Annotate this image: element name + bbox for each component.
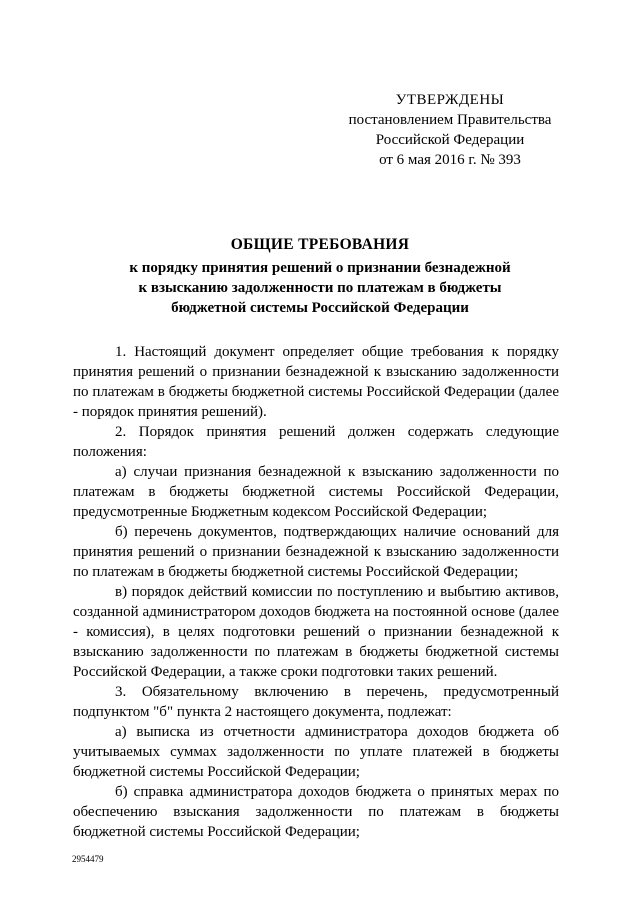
paragraph-3a: а) выписка из отчетности администратора доходов бюджета об учитываемых суммах задолженности по уплате платежей в бюджеты бюджетной системы Российской Федерации; bbox=[73, 724, 559, 780]
document-title: ОБЩИЕ ТРЕБОВАНИЯ bbox=[230, 236, 410, 253]
document-subtitle-line-3: бюджетной системы Российской Федерации bbox=[171, 300, 469, 316]
approval-stamp bbox=[335, 90, 565, 170]
approval-line-3: Российской Федерации bbox=[375, 132, 525, 148]
document-code: 2954479 bbox=[72, 854, 104, 864]
document-body bbox=[73, 342, 559, 842]
approval-line-2: постановлением Правительства bbox=[348, 112, 552, 128]
document-heading bbox=[72, 235, 568, 318]
paragraph-3b: б) справка администратора доходов бюджета о принятых мерах по обеспечению взыскания задолженности по платежам в бюджеты бюджетной системы Российской Федерации; bbox=[73, 784, 559, 840]
paragraph-2: 2. Порядок принятия решений должен содержать следующие положения: bbox=[73, 424, 559, 460]
paragraph-2c: в) порядок действий комиссии по поступлению и выбытию активов, созданной администратором доходов бюджета на постоянной основе (далее - комиссия), в целях подготовки решений о признании безнадежной к взысканию задолженности по платежам в бюджеты бюджетной системы Российской Федерации, а также сроки подготовки таких решений. bbox=[73, 584, 559, 680]
document-subtitle-line-2: к взысканию задолженности по платежам в бюджеты bbox=[138, 280, 502, 296]
approval-line-4: от 6 мая 2016 г. № 393 bbox=[379, 152, 521, 168]
paragraph-3: 3. Обязательному включению в перечень, предусмотренный подпунктом "б" пункта 2 настоящего документа, подлежат: bbox=[73, 684, 559, 720]
paragraph-2a: а) случаи признания безнадежной к взысканию задолженности по платежам в бюджеты бюджетной системы Российской Федерации, предусмотренные Бюджетным кодексом Российской Федерации; bbox=[73, 464, 559, 520]
paragraph-2b: б) перечень документов, подтверждающих наличие оснований для принятия решений о признании безнадежной к взысканию задолженности по платежам в бюджеты бюджетной системы Российской Федерации; bbox=[73, 524, 559, 580]
document-subtitle-line-1: к порядку принятия решений о признании безнадежной bbox=[129, 260, 511, 276]
approval-title: УТВЕРЖДЕНЫ bbox=[395, 92, 505, 108]
paragraph-1: 1. Настоящий документ определяет общие требования к порядку принятия решений о признании безнадежной к взысканию задолженности по платежам в бюджеты бюджетной системы Российской Федерации (далее - порядок принятия решений). bbox=[73, 344, 559, 420]
